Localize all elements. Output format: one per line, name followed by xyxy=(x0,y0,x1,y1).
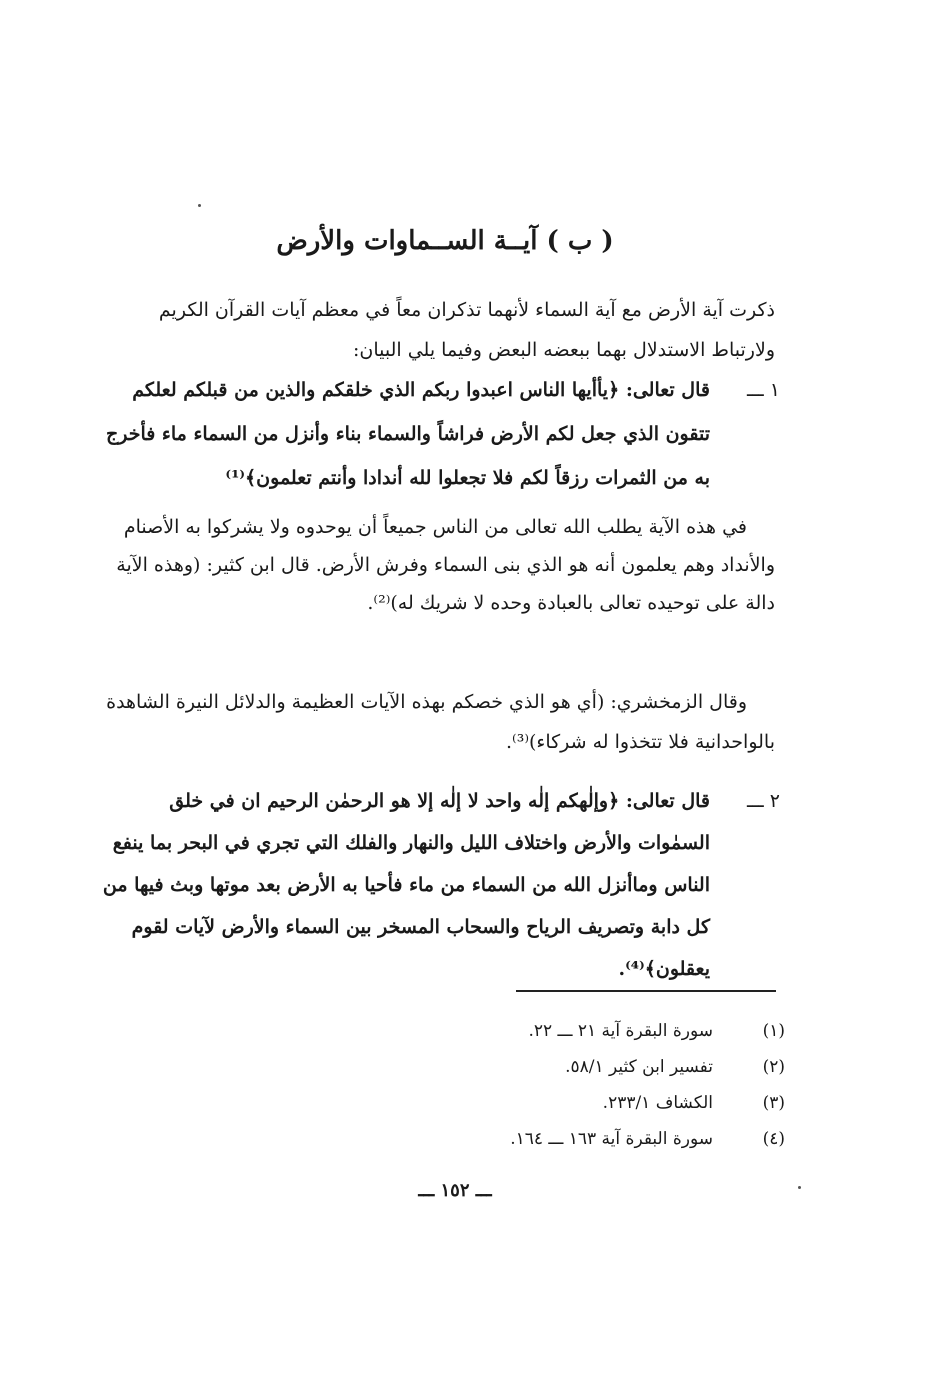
item-number: ٢ ـــ xyxy=(747,790,780,812)
verse-text: قال تعالى: ﴿يأأيها الناس اعبدوا ربكم الذي خلقكم والذين من قبلكم لعلكم تتقون الذي جعل لكم الأرض فراشاً والسماء بناء وأنزل من السماء ماء فأخرج به من الثمرات رزقاً لكم فلا تجعلوا لله أندادا وأنتم تعلمون﴾⁽¹⁾ xyxy=(105,379,710,489)
footnote xyxy=(440,1052,785,1088)
intro-paragraph: ذكرت آية الأرض مع آية السماء لأنهما تذكران معاً في معظم آيات القرآن الكريم ولارتباط الاستدلال بهما ببعضه البعض وفيما يلي البيان: xyxy=(158,299,775,361)
scan-speck xyxy=(798,1186,801,1189)
commentary-paragraph: في هذه الآية يطلب الله تعالى من الناس جميعاً أن يوحدوه ولا يشركوا به الأصنام والأنداد وهم يعلمون أنه هو الذي بنى السماء وفرش الأرض. قال ابن كثير: (وهذه الآية دالة على توحيده تعالى بالعبادة وحده لا شريك له)⁽²⁾. xyxy=(116,516,775,614)
scan-speck xyxy=(198,204,201,207)
footnote xyxy=(440,1124,785,1160)
footnote-number: (٢) xyxy=(762,1057,785,1077)
footnote-number: (٣) xyxy=(762,1093,785,1113)
zamakhshari-quote: وقال الزمخشري: (أي هو الذي خصكم بهذه الآيات العظيمة والدلائل النيرة الشاهدة بالواحدانية فلا تتخذوا له شركاء)⁽³⁾. xyxy=(106,691,775,753)
footnote xyxy=(440,1088,785,1124)
footnote-number: (٤) xyxy=(762,1129,785,1149)
footnote-text: الكشاف ٢٣٣/١. xyxy=(602,1093,713,1113)
footnote-number: (١) xyxy=(762,1021,785,1041)
footnote-divider xyxy=(516,990,776,992)
footnote-text: سورة البقرة آية ٢١ ـــ ٢٢. xyxy=(528,1021,713,1041)
section-title: ( ب ) آيــة الســماوات والأرض xyxy=(276,226,614,256)
footnotes xyxy=(440,1016,785,1160)
item-number: ١ ـــ xyxy=(747,379,780,401)
footnote xyxy=(440,1016,785,1052)
verse-text: قال تعالى: ﴿وإلٰهكم إلٰه واحد لا إلٰه إلا هو الرحمٰن الرحيم ان في خلق السمٰوات والأرض واختلاف الليل والنهار والفلك التي تجري في البحر بما ينفع الناس وماأنزل الله من السماء من ماء فأحيا به الأرض بعد موتها وبث فيها من كل دابة وتصريف الرياح والسحاب المسخر بين السماء والأرض لآيات لقوم يعقلون﴾⁽⁴⁾. xyxy=(102,790,710,980)
footnote-text: سورة البقرة آية ١٦٣ ـــ ١٦٤. xyxy=(510,1129,713,1149)
footnote-text: تفسير ابن كثير ٥٨/١. xyxy=(565,1057,713,1077)
page-number: ـــ ١٥٢ ـــ xyxy=(418,1180,492,1201)
